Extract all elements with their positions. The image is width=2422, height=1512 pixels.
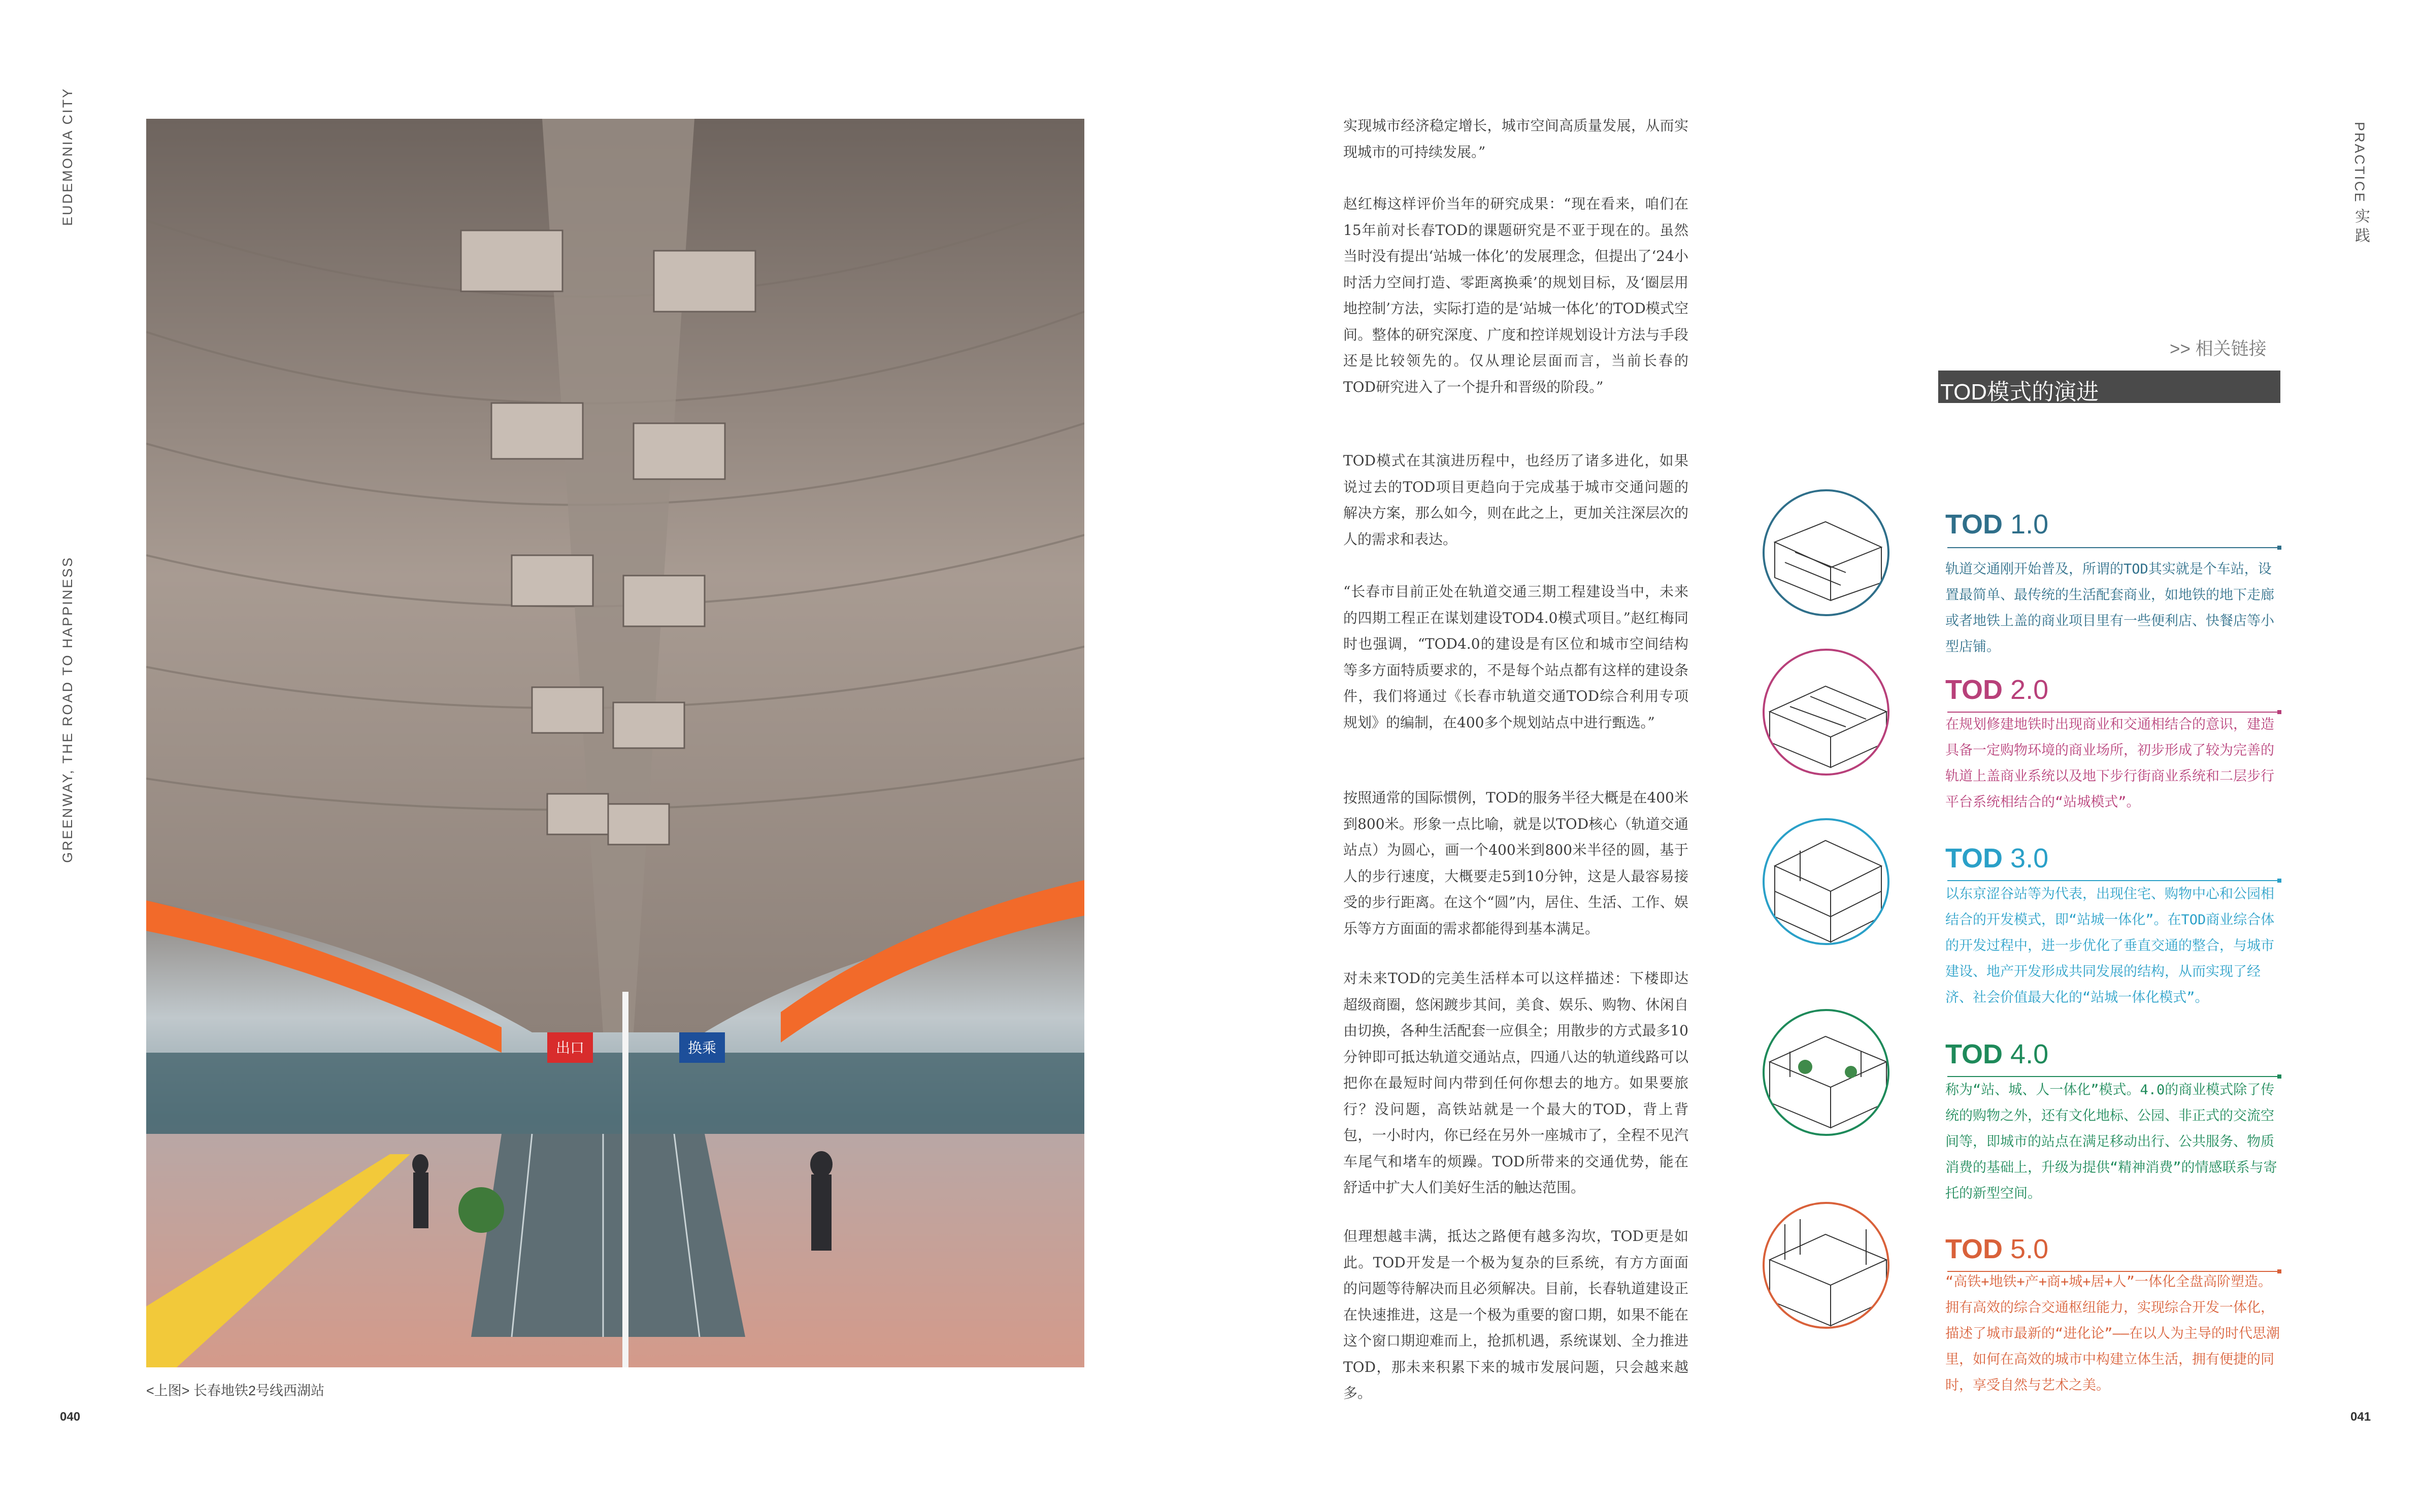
tod-4-description: 称为“站、城、人一体化”模式。4.0的商业模式除了传统的购物之外，还有文化地标、公园、非正式的交流空间等，即城市的站点在满足移动出行、公共服务、物质消费的基础上，升级为提供“精神消费”的情感联系与寄托的新型空间。 [1945,1082,2277,1201]
tod-evolution-title-box [1938,371,2280,403]
article-paragraph: 赵红梅这样评价当年的研究成果：“现在看来，咱们在15年前对长春TOD的课题研究是不亚于现在的。虽然当时没有提出‘站城一体化’的发展理念，但提出了‘24小时活力空间打造、零距离换乘’的规划目标，及‘圈层用地控制’方法，实际打造的是‘站城一体化’的TOD模式空间。整体的研究深度、广度和控详规划设计方法与手段还是比较领先的。仅从理论层面而言，当前长春的TOD研究进入了一个提升和晋级的阶段。” [1343,195,1688,395]
tod-4-label: TOD 4.0 [1945,1039,2049,1069]
tod-1-rule-end [2277,546,2281,550]
article-paragraph: 实现城市经济稳定增长，城市空间高质量发展，从而实现城市的可持续发展。” [1343,117,1688,160]
practice-label: PRACTICE [2352,122,2367,204]
page-number-right: 041 [2350,1410,2371,1424]
tod-1-label: TOD 1.0 [1945,509,2049,540]
tod-5-diagram [1763,1202,1889,1329]
article-paragraph: 但理想越丰满，抵达之路便有越多沟坎，TOD更是如此。TOD开发是一个极为复杂的巨系统，有方方面面的问题等待解决而且必须解决。目前，长春轨道建设正在快速推进，这是一个极为重要的窗口期，如果不能在这个窗口期迎难而上，抢抓机遇，系统谋划、全力推进TOD，那未来积累下来的城市发展问题，只会越来越多。 [1343,1228,1688,1401]
tod-4-diagram [1763,1009,1889,1136]
tod-evolution-title: TOD模式的演进 [1940,380,2099,405]
article-paragraph: 对未来TOD的完美生活样本可以这样描述：下楼即达超级商圈，悠闲踱步其间，美食、娱乐、购物、休闲自由切换，各种生活配套一应俱全；用散步的方式最多10分钟即可抵达轨道交通站点，四通八达的轨道线路可以把你在最短时间内带到任何你想去的地方。如果要旅行？没问题，高铁站就是一个最大的TOD，背上背包，一小时内，你已经在另外一座城市了，全程不见汽车尾气和堵车的烦躁。TOD所带来的交通优势，能在舒适中扩大人们美好生活的触达范围。 [1343,970,1688,1196]
article-paragraph: 按照通常的国际惯例，TOD的服务半径大概是在400米到800米。形象一点比喻，就是以TOD核心（轨道交通站点）为圆心，画一个400米到800米半径的圆，基于人的步行速度，大概要走5到10分钟，这是人最容易接受的步行距离。在这个“圆”内，居住、生活、工作、娱乐等方方面面的需求都能得到基本满足。 [1343,789,1688,937]
tod-2-diagram [1763,649,1889,776]
subway-station-illustration [146,119,1084,1367]
tod-1-rule [1947,547,2277,548]
section-title: GREENWAY, THE ROAD TO HAPPINESS [60,556,75,863]
related-link[interactable]: >> 相关链接 [2170,339,2267,359]
subway-station-photo [146,119,1084,1367]
tod-2-label: TOD 2.0 [1945,675,2049,705]
photo-caption: <上图> 长春地铁2号线西湖站 [146,1383,325,1398]
page-number-left: 040 [60,1410,81,1424]
tod-2-description: 在规划修建地铁时出现商业和交通相结合的意识，建造具备一定购物环境的商业场所，初步形成了较为完善的轨道上盖商业系统以及地下步行街商业系统和二层步行平台系统相结合的“站城模式”。 [1945,717,2274,810]
tod-3-description: 以东京涩谷站等为代表，出现住宅、购物中心和公园相结合的开发模式，即“站城一体化”。在TOD商业综合体的开发过程中，进一步优化了垂直交通的整合，与城市建设、地产开发形成共同发展的结构，从而实现了经济、社会价值最大化的“站城一体化模式”。 [1945,886,2275,1005]
tod-5-label: TOD 5.0 [1945,1234,2049,1264]
magazine-title: EUDEMONIA CITY [60,87,75,226]
article-paragraph: “长春市目前正处在轨道交通三期工程建设当中，未来的四期工程正在谋划建设TOD4.0模式项目。”赵红梅同时也强调，“TOD4.0的建设是有区位和城市空间结构等多方面特质要求的，不是每个站点都有这样的建设条件，我们将通过《长春市轨道交通TOD综合利用专项规划》的编制，在400多个规划站点中进行甄选。” [1343,583,1688,731]
tod-3-label: TOD 3.0 [1945,843,2049,873]
tod-5-description: “高铁+地铁+产+商+城+居+人”一体化全盘高阶塑造。拥有高效的综合交通枢纽能力，实现综合开发一体化，描述了城市最新的“进化论”——在以人为主导的时代思潮里，如何在高效的城市中构建立体生活，拥有便捷的同时，享受自然与艺术之美。 [1945,1274,2280,1393]
tod-1-diagram [1763,489,1889,616]
tod-3-diagram [1763,818,1889,945]
tod-1-description: 轨道交通刚开始普及，所谓的TOD其实就是个车站，设置最简单、最传统的生活配套商业，如地铁的地下走廊或者地铁上盖的商业项目里有一些便利店、快餐店等小型店铺。 [1945,561,2274,655]
transfer-sign: 换乘 [687,1039,717,1056]
article-paragraph: TOD模式在其演进历程中，也经历了诸多进化，如果说过去的TOD项目更趋向于完成基于城市交通问题的解决方案，那么如今，则在此之上，更加关注深层次的人的需求和表达。 [1343,452,1688,548]
practice-label-cn: 实 践 [2352,208,2369,243]
exit-sign: 出口 [555,1039,585,1056]
